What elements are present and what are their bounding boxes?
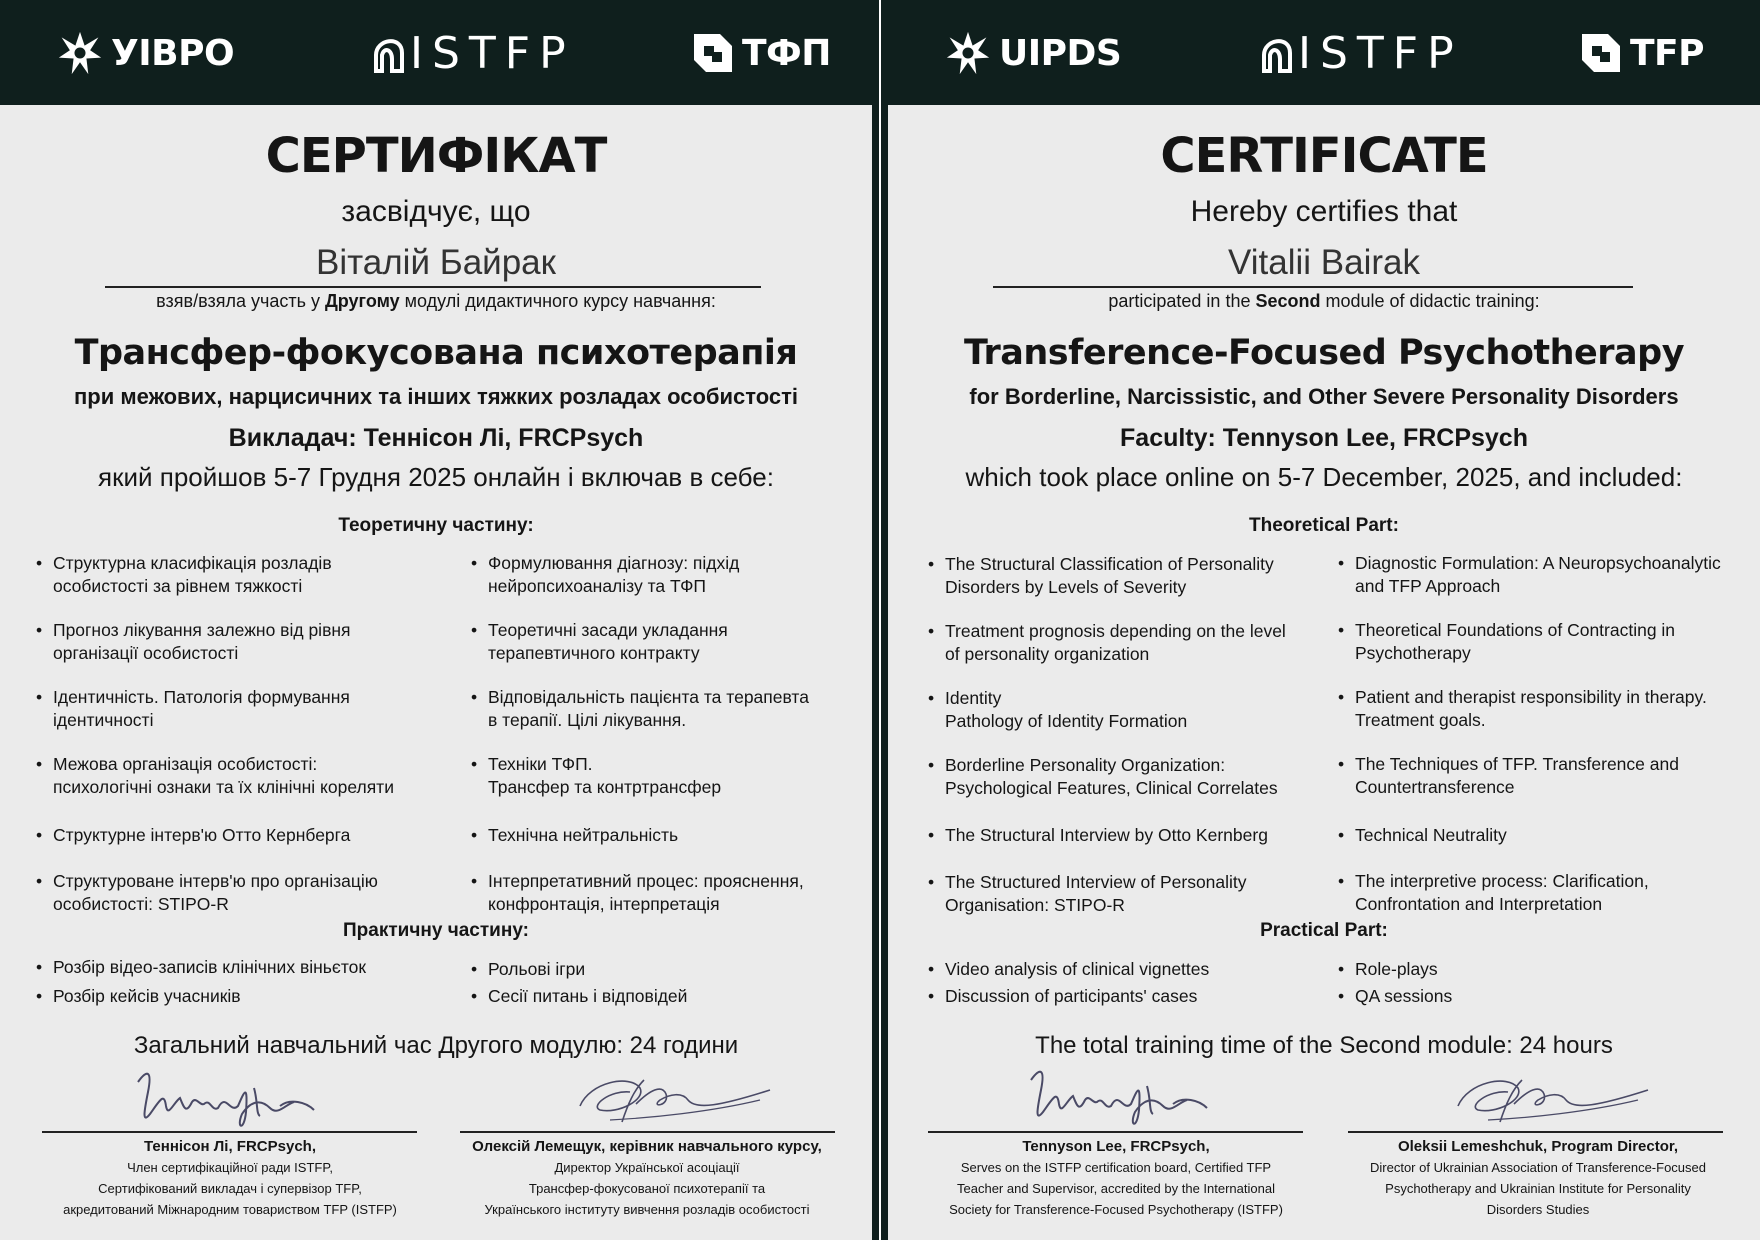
signature-lemeshchuk <box>1448 1070 1658 1132</box>
certificate-title: CERTIFICATE <box>1160 128 1488 184</box>
signature-line <box>928 1131 1303 1133</box>
list-item: • Patient and therapist responsibility in therapy. Treatment goals. <box>1338 686 1760 732</box>
istfp-logo <box>1260 27 1463 79</box>
certificate-english <box>888 0 1760 1240</box>
logo-text: ISTFP <box>410 27 575 79</box>
name-underline <box>993 286 1633 288</box>
list-item: • Структурне інтерв'ю Отто Кернберга <box>36 824 431 847</box>
faculty: Faculty: Tennyson Lee, FRCPsych <box>1120 424 1528 452</box>
list-item: • Відповідальність пацієнта та терапевта в терапії. Цілі лікування. <box>471 686 871 732</box>
recipient-name: Vitalii Bairak <box>1228 243 1420 282</box>
signature-lemeshchuk <box>570 1070 780 1132</box>
signatory-lemeshchuk: Олексій Лемещук, керівник навчального курсу, Директор Української асоціації Трансфер-фокусованої психотерапії та Українського інституту вивчення розладів особистості <box>472 1138 822 1217</box>
list-item: • Формулювання діагнозу: підхід нейропсихоаналізу та ТФП <box>471 552 871 598</box>
list-item: • Інтерпретативний процес: прояснення, конфронтація, інтерпретація <box>471 870 871 916</box>
tfp-logo <box>1578 30 1704 76</box>
total-hours: The total training time of the Second module: 24 hours <box>1035 1032 1613 1059</box>
list-item: • Borderline Personality Organization: Psychological Features, Clinical Correlates <box>928 754 1323 800</box>
recipient-name: Віталій Байрак <box>316 243 556 282</box>
logo-text: ТФП <box>742 32 831 74</box>
dates-statement: which took place online on 5-7 December, 2025, and included: <box>965 462 1683 492</box>
signature-tennyson-lee <box>130 1062 330 1134</box>
certificate-title: СЕРТИФІКАТ <box>265 128 607 184</box>
brackets-emblem-icon <box>690 30 736 76</box>
list-item: • Identity Pathology of Identity Formation <box>928 687 1323 733</box>
page-divider <box>872 0 879 1240</box>
list-item: • Discussion of participants' cases <box>928 985 1323 1008</box>
list-item: • The Structural Interview by Otto Kernberg <box>928 824 1323 847</box>
list-item: • Theoretical Foundations of Contracting in Psychotherapy <box>1338 619 1760 665</box>
page-divider <box>881 0 888 1240</box>
signature-line <box>42 1131 417 1133</box>
list-item: • Рольові ігри <box>471 958 871 981</box>
istfp-logo <box>372 27 575 79</box>
logo-text: УІВРО <box>111 32 235 74</box>
list-item: • Diagnostic Formulation: A Neuropsychoanalytic and TFP Approach <box>1338 552 1760 598</box>
name-underline <box>105 286 761 288</box>
list-item: • Technical Neutrality <box>1338 824 1760 847</box>
logo-text: UIPDS <box>999 32 1122 74</box>
certificate-ukrainian <box>0 0 872 1240</box>
header-bar <box>888 0 1760 105</box>
logo-text: TFP <box>1630 32 1705 74</box>
list-item: • Технічна нейтральність <box>471 824 871 847</box>
course-subtitle: при межових, нарцисичних та інших тяжких розладах особистості <box>73 384 799 409</box>
tfp-logo <box>690 30 831 76</box>
signatory-tennyson-lee: Tennyson Lee, FRCPsych, Serves on the ISTFP certification board, Certified TFP Teacher and Supervisor, accredited by the International Society for Transference-Focused Psychotherapy (ISTFP) <box>949 1138 1283 1217</box>
list-item: • Сесії питань і відповідей <box>471 985 871 1008</box>
uivro-logo <box>55 30 234 76</box>
faculty: Викладач: Теннісон Лі, FRCPsych <box>228 424 644 452</box>
list-item: • The interpretive process: Clarification, Confrontation and Interpretation <box>1338 870 1760 916</box>
practice-heading: Practical Part: <box>1260 920 1388 941</box>
signature-line <box>1348 1131 1723 1133</box>
total-hours: Загальний навчальний час Другого модулю: 24 години <box>133 1032 739 1059</box>
header-bar <box>0 0 872 105</box>
list-item: • Техніки ТФП. Трансфер та контртрансфер <box>471 753 871 799</box>
list-item: • Структуроване інтерв'ю про організацію особистості: STIPO-R <box>36 870 431 916</box>
list-item: • Теоретичні засади укладання терапевтичного контракту <box>471 619 871 665</box>
list-item: • Розбір кейсів учасників <box>36 985 431 1008</box>
star-emblem-icon <box>55 30 105 76</box>
list-item: • The Structural Classification of Personality Disorders by Levels of Severity <box>928 553 1323 599</box>
practice-heading: Практичну частину: <box>343 920 529 941</box>
brackets-emblem-icon <box>1578 30 1624 76</box>
signatory-tennyson-lee: Теннісон Лі, FRCPsych, Член сертифікаційної ради ISTFP, Сертифікований викладач і супервізор TFP, акредитований Міжнародним товариством TFP (ISTFP) <box>63 1138 397 1217</box>
list-item: • Role-plays <box>1338 958 1760 981</box>
signature-tennyson-lee <box>1023 1060 1223 1132</box>
head-profile-icon <box>372 31 406 75</box>
signature-line <box>460 1131 835 1133</box>
list-item: • Структурна класифікація розладів особистості за рівнем тяжкості <box>36 552 431 598</box>
list-item: • The Techniques of TFP. Transference and Countertransference <box>1338 753 1760 799</box>
course-subtitle: for Borderline, Narcissistic, and Other Severe Personality Disorders <box>969 384 1679 409</box>
uipds-logo <box>943 30 1121 76</box>
course-title: Transference-Focused Psychotherapy <box>963 333 1685 373</box>
certifies-subtitle: засвідчує, що <box>341 195 531 228</box>
theory-heading: Теоретичну частину: <box>338 515 534 536</box>
list-item: • Прогноз лікування залежно від рівня організації особистості <box>36 619 431 665</box>
list-item: • Treatment prognosis depending on the level of personality organization <box>928 620 1323 666</box>
theory-heading: Theoretical Part: <box>1249 515 1399 536</box>
list-item: • Межова організація особистості: психологічні ознаки та їх клінічні кореляти <box>36 753 431 799</box>
list-item: • Video analysis of clinical vignettes <box>928 958 1323 981</box>
logo-text: ISTFP <box>1298 27 1463 79</box>
list-item: • QA sessions <box>1338 985 1760 1008</box>
head-profile-icon <box>1260 31 1294 75</box>
list-item: • The Structured Interview of Personality Organisation: STIPO-R <box>928 871 1323 917</box>
course-title: Трансфер-фокусована психотерапія <box>74 333 798 373</box>
signatory-lemeshchuk: Oleksii Lemeshchuk, Program Director, Director of Ukrainian Association of Transference-Focused Psychotherapy and Ukrainian Institute for Personality Disorders Studies <box>1370 1138 1706 1217</box>
participation-statement: взяв/взяла участь у Другому модулі дидактичного курсу навчання: <box>156 291 716 311</box>
participation-statement: participated in the Second module of didactic training: <box>1108 291 1540 311</box>
star-emblem-icon <box>943 30 993 76</box>
list-item: • Ідентичність. Патологія формування ідентичності <box>36 686 431 732</box>
list-item: • Розбір відео-записів клінічних віньєток <box>36 956 431 979</box>
certifies-subtitle: Hereby certifies that <box>1190 195 1458 228</box>
dates-statement: який пройшов 5-7 Грудня 2025 онлайн і включав в себе: <box>98 462 774 492</box>
